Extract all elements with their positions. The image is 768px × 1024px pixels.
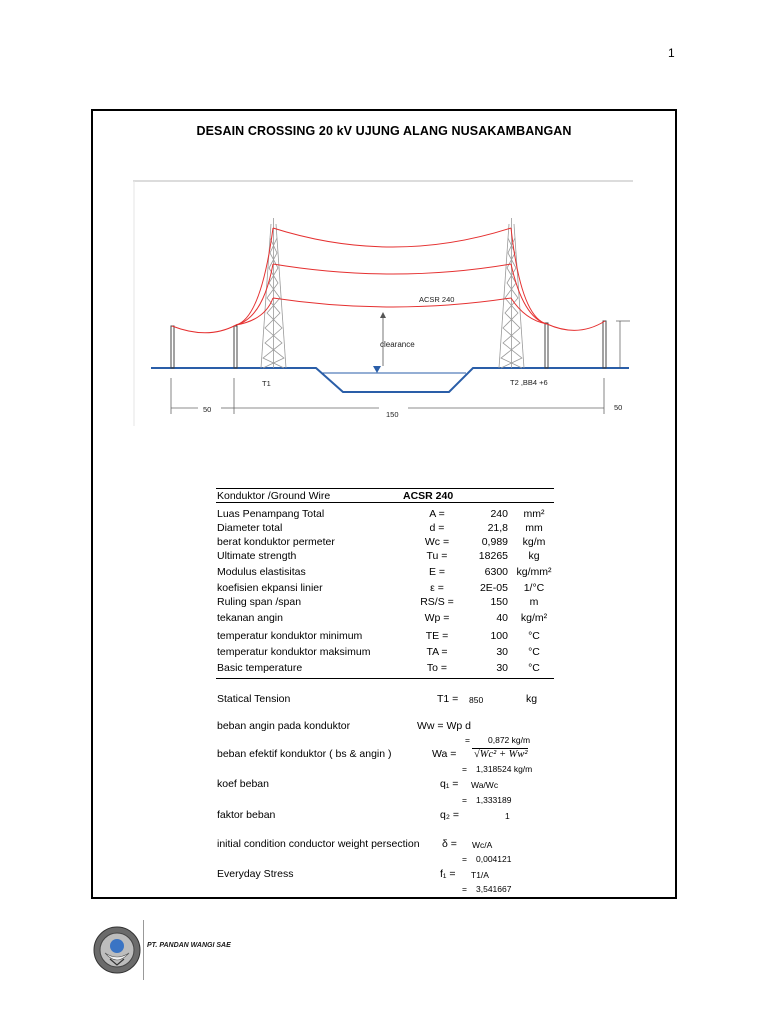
table-cell-symbol: ε = [430,582,444,594]
delta-label: initial condition conductor weight persection [217,838,420,850]
table-cell-unit: °C [528,630,540,642]
wind-load-formula: Ww = Wp d [417,720,471,732]
q1-result: 1,333189 [476,795,512,805]
q2-value: 1 [505,811,510,821]
everyday-stress-label: Everyday Stress [217,868,294,880]
table-cell-label: Modulus elastisitas [217,566,306,578]
table-cell-value: 240 [490,508,508,520]
table-row [216,612,554,628]
span-left-label: 50 [203,405,212,414]
table-cell-label: Diameter total [217,522,283,534]
table-row [216,646,554,662]
table-cell-label: Ultimate strength [217,550,297,562]
everyday-stress-symbol: f₁ = [440,868,456,880]
tower-t2-label: T2 ,BB4 +6 [510,378,548,387]
table-cell-symbol: TA = [426,646,448,658]
effective-load-label: beban efektif konduktor ( bs & angin ) [217,748,392,760]
table-cell-unit: 1/°C [523,582,545,594]
table-header-row [216,490,554,506]
q1-eq: = [462,795,467,805]
footer-divider [143,920,144,980]
q1-symbol: q₁ = [440,778,459,790]
crossing-diagram [133,178,633,428]
table-row [216,662,554,678]
effective-load-result: 1,318524 kg/m [476,764,533,774]
delta-eq: = [462,854,467,864]
q1-label: koef beban [217,778,269,790]
table-cell-value: 30 [496,646,508,658]
table-cell-label: tekanan angin [217,612,283,624]
company-name: PT. PANDAN WANGI SAE [147,942,231,949]
table-row [216,630,554,646]
effective-load-eq: = [462,764,467,774]
table-top-rule [216,488,554,489]
table-cell-label: Ruling span /span [217,596,302,608]
delta-result: 0,004121 [476,854,512,864]
tower-t2 [499,218,524,368]
clearance-label: clearance [380,340,415,349]
table-cell-unit: mm² [523,508,545,520]
table-bottom-rule [216,678,554,679]
table-cell-symbol: A = [429,508,445,520]
document-title: DESAIN CROSSING 20 kV UJUNG ALANG NUSAKAMBANGAN [196,124,572,138]
table-cell-unit: m [529,596,539,608]
q1-formula: Wa/Wc [471,780,499,790]
statical-tension-symbol: T1 = [437,693,459,705]
table-header-rule [216,502,554,503]
table-cell-symbol: Tu = [426,550,448,562]
table-cell-symbol: TE = [425,630,449,642]
wind-load-result: 0,872 kg/m [488,735,531,745]
table-cell-unit: kg/m [522,536,546,548]
table-cell-value: 2E-05 [479,582,508,594]
table-cell-label: koefisien ekpansi linier [217,582,323,594]
q2-label: faktor beban [217,809,276,821]
table-cell-symbol: E = [428,566,446,578]
statical-tension-unit: kg [526,693,538,705]
table-cell-value: 0,989 [481,536,508,548]
table-cell-symbol: Wc = [424,536,450,548]
table-cell-symbol: Wp = [424,612,450,624]
water-level-marker [373,366,381,373]
span-middle-label: 150 [386,410,399,419]
table-cell-unit: °C [528,662,540,674]
table-cell-label: berat konduktor permeter [217,536,335,548]
table-cell-symbol: To = [426,662,448,674]
everyday-stress-eq: = [462,884,467,894]
table-cell-value: 18265 [478,550,508,562]
table-header-label: Konduktor /Ground Wire [217,490,331,502]
ground-profile [151,368,629,392]
company-logo [92,925,142,975]
conductors [172,228,605,333]
table-cell-label: temperatur konduktor maksimum [217,646,371,658]
statical-tension-value: 850 [469,695,484,705]
table-cell-unit: kg/m² [520,612,548,624]
effective-load-formula: √Wc² + Ww² [474,749,528,760]
wind-load-eq: = [465,735,470,745]
statical-tension-label: Statical Tension [217,693,291,705]
table-cell-value: 21,8 [487,522,508,534]
page-number: 1 [668,46,675,60]
everyday-stress-formula: T1/A [471,870,489,880]
table-cell-label: Luas Penampang Total [217,508,325,520]
conductor-label: ACSR 240 [419,295,455,304]
table-cell-value: 100 [490,630,508,642]
q2-symbol: q₂ = [440,809,459,821]
table-cell-value: 150 [490,596,508,608]
everyday-stress-result: 3,541667 [476,884,512,894]
table-cell-unit: mm [525,522,543,534]
span-right-label: 50 [614,403,623,412]
table-cell-label: Basic temperature [217,662,303,674]
table-cell-symbol: RS/S = [420,596,454,608]
table-cell-value: 40 [496,612,508,624]
table-cell-symbol: d = [429,522,445,534]
wind-load-label: beban angin pada konduktor [217,720,351,732]
effective-load-symbol: Wa = [432,748,457,760]
tower-t1-label: T1 [262,379,271,388]
delta-formula: Wc/A [472,840,493,850]
table-header-value: ACSR 240 [403,490,454,502]
table-row [216,550,554,566]
table-cell-value: 6300 [484,566,508,578]
table-cell-unit: kg/mm² [516,566,552,578]
table-cell-label: temperatur konduktor minimum [217,630,363,642]
table-cell-unit: °C [528,646,540,658]
table-row [216,566,554,582]
table-row [216,596,554,612]
delta-symbol: δ = [442,838,457,850]
table-cell-value: 30 [496,662,508,674]
table-cell-unit: kg [528,550,540,562]
